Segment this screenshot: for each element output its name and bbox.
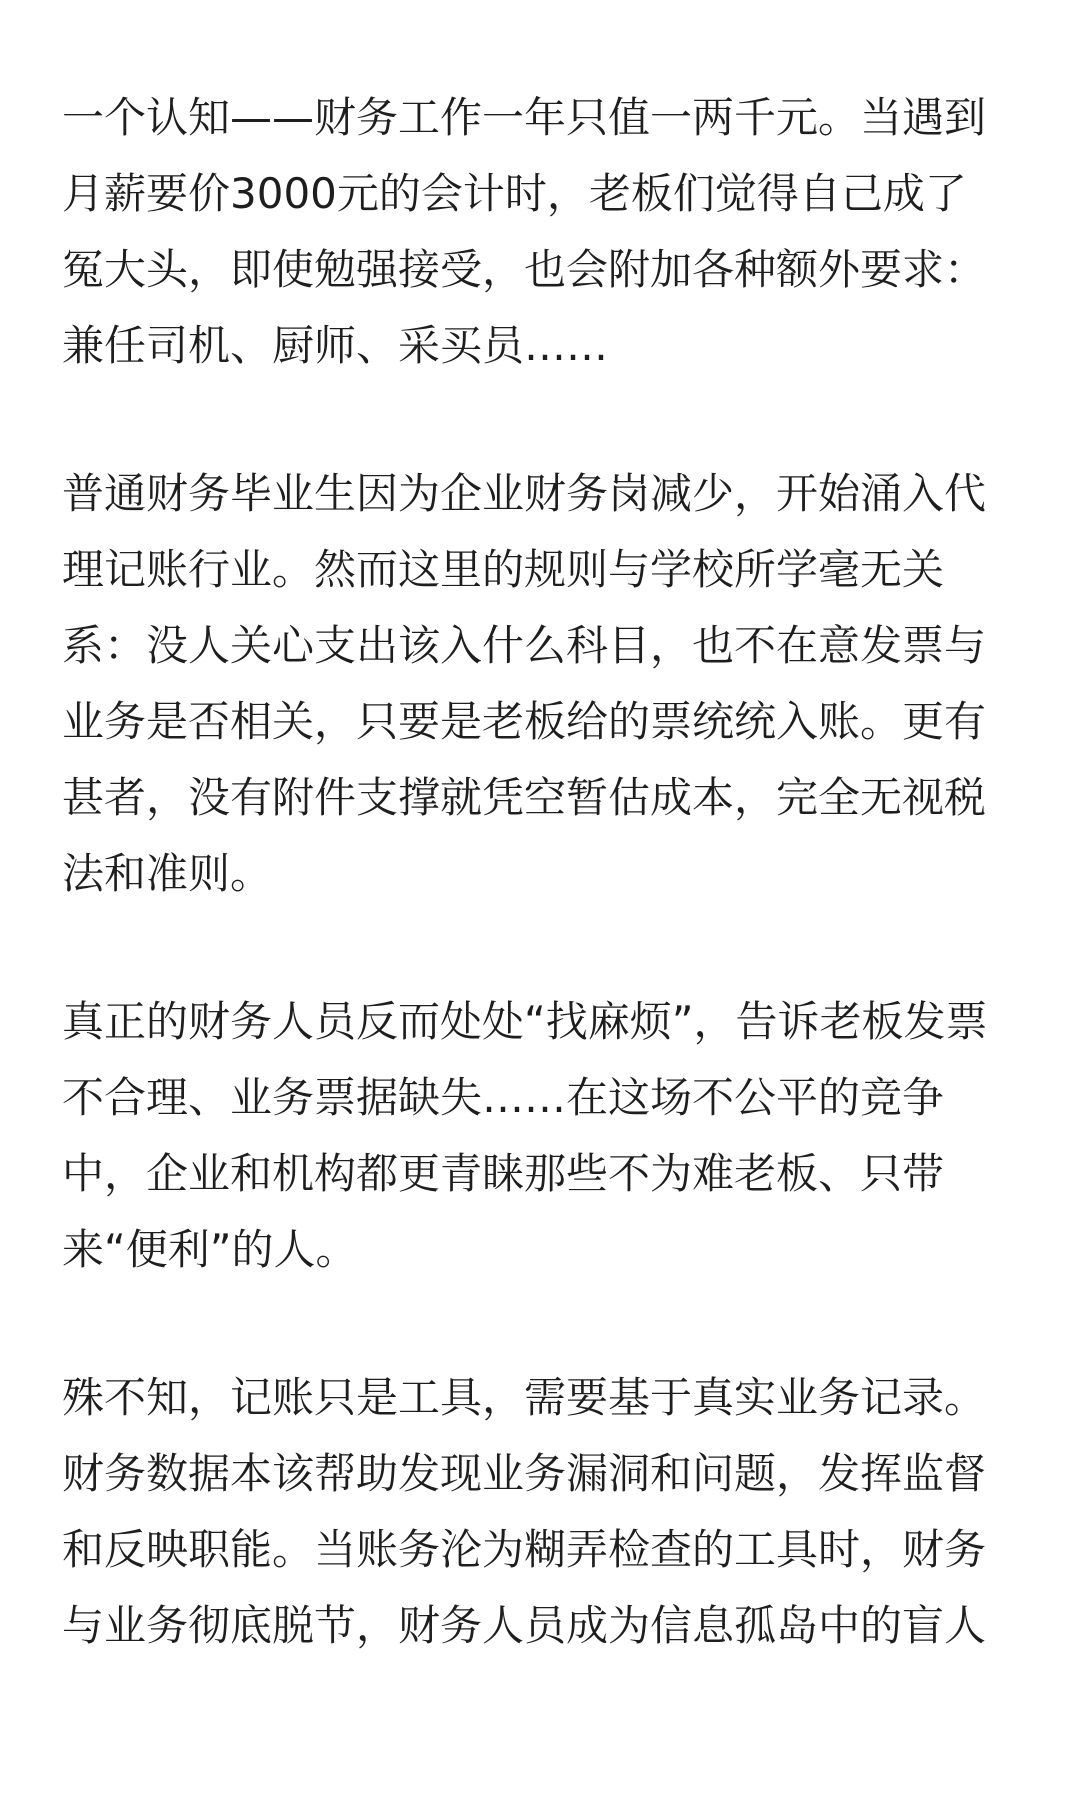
text-line: 普通财务毕业生因为企业财务岗减少，开始涌入代 <box>62 469 987 518</box>
text-line: 甚者，没有附件支撑就凭空暂估成本，完全无视税 <box>62 773 987 822</box>
text-line: 殊不知，记账只是工具，需要基于真实业务记录。 <box>62 1373 987 1422</box>
text-line: 法和准则。 <box>62 849 273 898</box>
text-line: 业务是否相关，只要是老板给的票统统入账。更有 <box>62 697 987 746</box>
text-line: 财务数据本该帮助发现业务漏洞和问题，发挥监督 <box>62 1449 987 1498</box>
text-line: 不合理、业务票据缺失……在这场不公平的竞争 <box>62 1073 945 1122</box>
paragraph-3 <box>62 984 1032 1288</box>
text-line: 和反映职能。当账务沦为糊弄检查的工具时，财务 <box>62 1525 987 1574</box>
text-line: 一个认知——财务工作一年只值一两千元。当遇到 <box>62 93 987 142</box>
text-line: 冤大头，即使勉强接受，也会附加各种额外要求： <box>62 245 987 294</box>
text-line: 兼任司机、厨师、采买员…… <box>62 321 609 370</box>
text-line: 理记账行业。然而这里的规则与学校所学毫无关 <box>62 545 945 594</box>
paragraph-2 <box>62 456 1032 912</box>
article-body <box>62 80 1032 1736</box>
paragraph-4 <box>62 1360 1032 1664</box>
text-line: 与业务彻底脱节，财务人员成为信息孤岛中的盲人 <box>62 1601 987 1650</box>
text-line: 真正的财务人员反而处处“找麻烦”，告诉老板发票 <box>62 997 988 1046</box>
text-line: 中，企业和机构都更青睐那些不为难老板、只带 <box>62 1149 945 1198</box>
text-line: 月薪要价3000元的会计时，老板们觉得自己成了 <box>62 169 967 218</box>
text-line: 系：没人关心支出该入什么科目，也不在意发票与 <box>62 621 987 670</box>
paragraph-1 <box>62 80 1032 384</box>
text-line: 来“便利”的人。 <box>62 1225 358 1274</box>
